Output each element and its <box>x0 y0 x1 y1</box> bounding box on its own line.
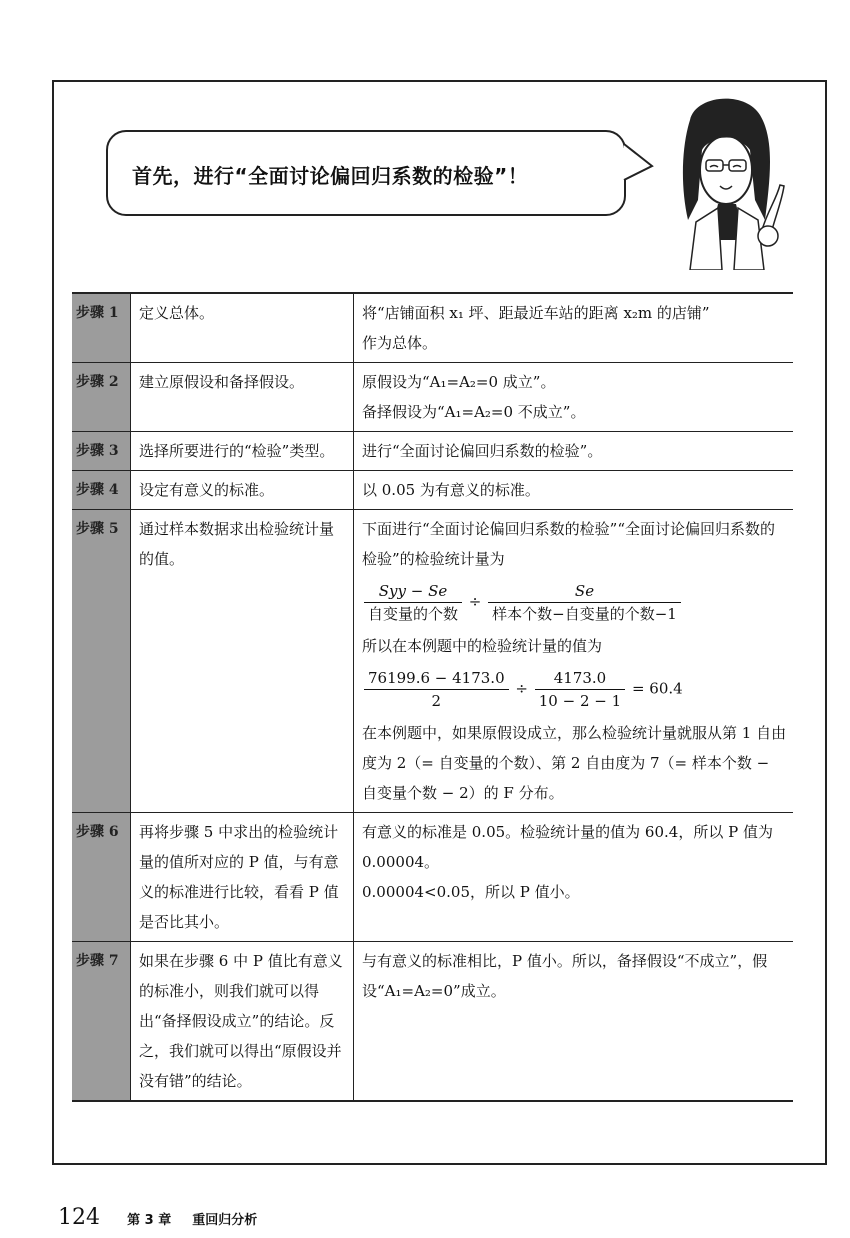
formula-numerator: Syy − Se <box>364 580 462 603</box>
formula-result: = 60.4 <box>631 679 683 698</box>
step-description: 选择所要进行的“检验”类型。 <box>131 432 354 471</box>
chapter-title: 重回归分析 <box>192 1213 258 1228</box>
detail-line: 下面进行“全面讨论偏回归系数的检验”“全面讨论偏回归系数的检验”的检验统计量为 <box>362 520 776 568</box>
page-footer <box>58 1205 257 1230</box>
chapter-label: 第 3 章 <box>127 1213 172 1228</box>
formula-denominator: 2 <box>431 692 442 710</box>
steps-table <box>72 292 793 1102</box>
step-detail <box>354 471 794 510</box>
bubble-text: 首先，进行“全面讨论偏回归系数的检验”！ <box>132 164 529 188</box>
step-label: 步骤 6 <box>72 813 131 942</box>
step-description: 定义总体。 <box>131 293 354 363</box>
step-description: 再将步骤 5 中求出的检验统计量的值所对应的 P 值，与有意义的标准进行比较，看看 P 值是否比其小。 <box>131 813 354 942</box>
table-row <box>72 942 793 1102</box>
detail-line: 所以在本例题中的检验统计量的值为 <box>362 637 603 655</box>
detail-line: 将“店铺面积 x₁ 坪、距最近车站的距离 x₂m 的店铺” <box>362 304 710 322</box>
formula-numerator: 76199.6 − 4173.0 <box>364 667 509 690</box>
step-label: 步骤 4 <box>72 471 131 510</box>
teacher-character-illustration <box>650 90 800 270</box>
detail-line: 0.00004<0.05，所以 P 值小。 <box>362 883 580 901</box>
formula-numerator: 4173.0 <box>535 667 625 690</box>
step-label: 步骤 3 <box>72 432 131 471</box>
step-description: 建立原假设和备择假设。 <box>131 363 354 432</box>
table-row <box>72 510 793 813</box>
formula-example <box>362 661 787 718</box>
detail-line: 在本例题中，如果原假设成立，那么检验统计量就服从第 1 自由度为 2（= 自变量的个数）、第 2 自由度为 7（= 样本个数 − 自变量个数 − 2）的 F 分布。 <box>362 724 787 802</box>
table-row <box>72 293 793 363</box>
step-description: 通过样本数据求出检验统计量的值。 <box>131 510 354 813</box>
step-detail <box>354 293 794 363</box>
detail-line: 原假设为“A₁=A₂=0 成立”。 <box>362 373 556 391</box>
table-row <box>72 432 793 471</box>
step-label: 步骤 5 <box>72 510 131 813</box>
detail-line: 有意义的标准是 0.05。检验统计量的值为 60.4，所以 P 值为 0.00004。 <box>362 823 773 871</box>
step-description: 设定有意义的标准。 <box>131 471 354 510</box>
detail-line: 备择假设为“A₁=A₂=0 不成立”。 <box>362 403 586 421</box>
detail-line: 进行“全面讨论偏回归系数的检验”。 <box>362 442 603 460</box>
table-row <box>72 813 793 942</box>
formula-operator: ÷ <box>515 679 528 698</box>
detail-line: 以 0.05 为有意义的标准。 <box>362 481 540 499</box>
step-detail <box>354 813 794 942</box>
step-label: 步骤 7 <box>72 942 131 1102</box>
step-detail <box>354 363 794 432</box>
detail-line: 与有意义的标准相比，P 值小。所以，备择假设“不成立”，假设“A₁=A₂=0”成立。 <box>362 952 768 1000</box>
step-label: 步骤 1 <box>72 293 131 363</box>
table-row <box>72 471 793 510</box>
step-description: 如果在步骤 6 中 P 值比有意义的标准小，则我们就可以得出“备择假设成立”的结论。反之，我们就可以得出“原假设并没有错”的结论。 <box>131 942 354 1102</box>
step-detail <box>354 942 794 1102</box>
table-row <box>72 363 793 432</box>
formula-general <box>362 574 787 631</box>
page-number: 124 <box>58 1205 100 1230</box>
formula-denominator: 自变量的个数 <box>368 605 459 623</box>
step-detail <box>354 510 794 813</box>
detail-line: 作为总体。 <box>362 334 438 352</box>
formula-numerator: Se <box>488 580 681 603</box>
formula-operator: ÷ <box>468 592 482 611</box>
formula-denominator: 样本个数−自变量的个数−1 <box>492 605 677 623</box>
step-label: 步骤 2 <box>72 363 131 432</box>
formula-denominator: 10 − 2 − 1 <box>538 692 622 710</box>
step-detail <box>354 432 794 471</box>
